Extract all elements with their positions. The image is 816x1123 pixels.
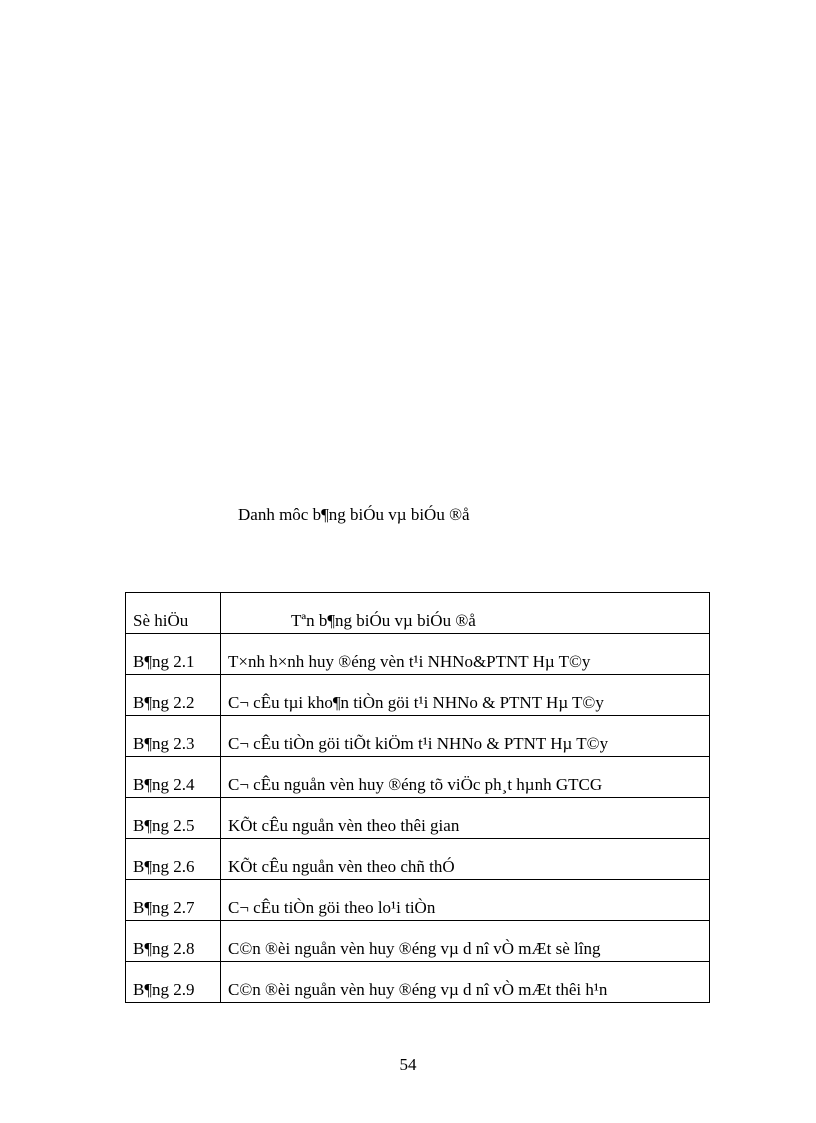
table-number: B¶ng 2.6 [133,857,195,877]
table-cell-number [126,757,221,798]
table-cell-number [126,921,221,962]
table-name: KÕt cÊu nguån vèn theo thêi gian [228,816,460,836]
table-row [126,716,710,757]
table-number: B¶ng 2.4 [133,775,195,795]
table-cell-name [221,880,710,921]
table-cell-name [221,675,710,716]
table-cell-name [221,962,710,1003]
table-cell-number [126,798,221,839]
table-name: C©n ®èi nguån vèn huy ®éng vµ d nî vÒ mÆt sè lîng [228,939,601,959]
table-cell-name [221,716,710,757]
table-number: B¶ng 2.3 [133,734,195,754]
table-cell-name [221,634,710,675]
table-name: C¬ cÊu tiÒn göi tiÕt kiÖm t¹i NHNo & PTNT Hµ T©y [228,734,609,754]
table-row [126,634,710,675]
table-number: B¶ng 2.5 [133,816,195,836]
column-header-number-label: Sè hiÖu [133,611,189,631]
table-number: B¶ng 2.2 [133,693,195,713]
table-number: B¶ng 2.8 [133,939,195,959]
table-number: B¶ng 2.9 [133,980,195,1000]
table-name: KÕt cÊu nguån vèn theo chñ thÓ [228,857,455,877]
table-body [126,593,710,1003]
table-cell-name [221,839,710,880]
table-of-tables [125,592,710,1003]
column-header-name-label: Tªn b¶ng biÓu vµ biÓu ®å [291,611,476,631]
table-row [126,921,710,962]
table-name: T×nh h×nh huy ®éng vèn t¹i NHNo&PTNT Hµ T©y [228,652,591,672]
table-row [126,839,710,880]
table-cell-number [126,962,221,1003]
table-name: C¬ cÊu nguån vèn huy ®éng tõ viÖc ph¸t hµnh GTCG [228,775,603,795]
table-row [126,962,710,1003]
page-title: Danh môc b¶ng biÓu vµ biÓu ®å [238,505,470,524]
table-cell-number [126,716,221,757]
table-cell-number [126,634,221,675]
page-number: 54 [399,1055,417,1074]
table-name: C¬ cÊu tiÒn göi theo lo¹i tiÒn [228,898,436,918]
table-number: B¶ng 2.1 [133,652,195,672]
table-cell-number [126,675,221,716]
table-header-row [126,593,710,634]
table-cell-name [221,921,710,962]
table-row [126,757,710,798]
column-header-number [126,593,221,634]
table-number: B¶ng 2.7 [133,898,195,918]
table-cell-number [126,880,221,921]
table-name: C©n ®èi nguån vèn huy ®éng vµ d nî vÒ mÆt thêi h¹n [228,980,608,1000]
table-cell-name [221,757,710,798]
table-row [126,798,710,839]
table-cell-number [126,839,221,880]
table-name: C¬ cÊu tµi kho¶n tiÒn göi t¹i NHNo & PTNT Hµ T©y [228,693,604,713]
table-row [126,675,710,716]
table-cell-name [221,798,710,839]
column-header-name [221,593,710,634]
table-row [126,880,710,921]
